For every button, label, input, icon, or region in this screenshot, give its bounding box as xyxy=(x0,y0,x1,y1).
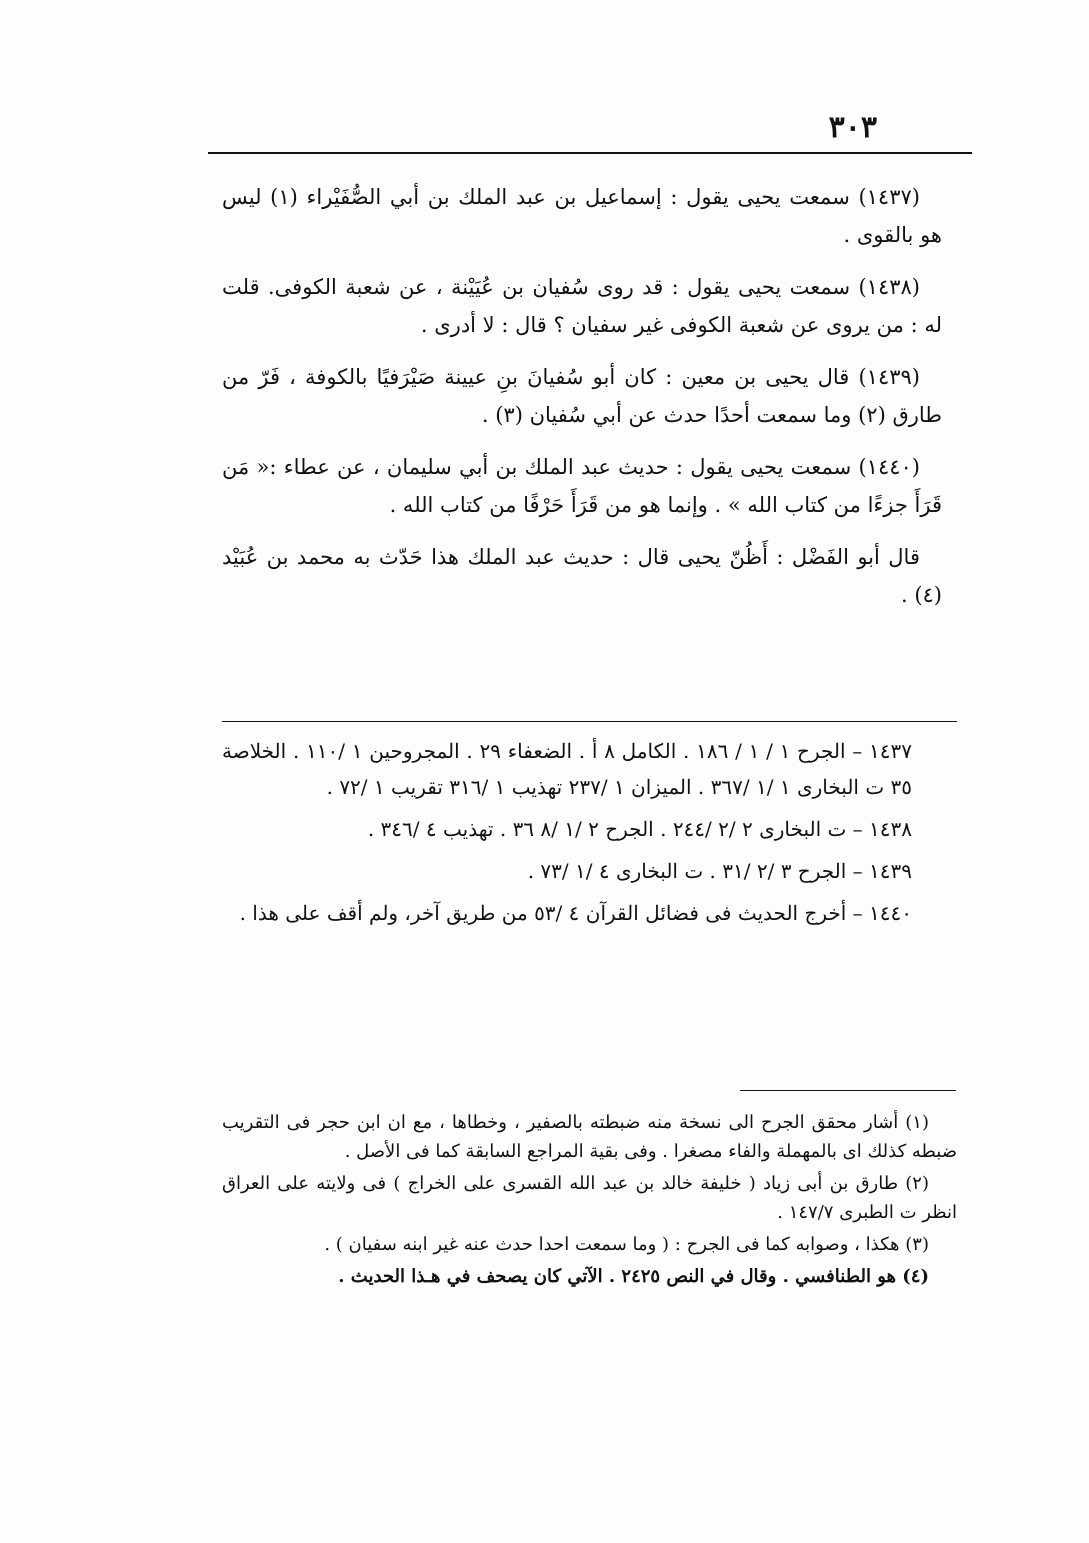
footnote-4: (٤) هو الطنافسي . وقال في النص ٢٤٢٥ . الآتي كان يصحف في هـذا الحديث . xyxy=(338,1266,929,1287)
paragraph-1437: (١٤٣٧) سمعت يحيى يقول : إسماعيل بن عبد الملك بن أبي الصُّفَيْراء (١) ليس هو بالقوى . xyxy=(222,185,942,247)
footnote-2: (٢) طارق بن أبى زياد ( خليفة خالد بن عبد الله القسرى على الخراج ) فى ولايته على العراق انظر ت الطبرى ١٤٧/٧ . xyxy=(222,1173,957,1223)
header-rule xyxy=(208,152,972,154)
page-number: ٣٠٣ xyxy=(828,110,877,145)
footnote-1: (١) أشار محقق الجرح الى نسخة منه ضبطته بالصفير ، وخطاها ، مع ان ابن حجر فى التقريب ضبطه كذلك اى بالمهملة والفاء مصغرا . وفى بقية المراجع السابقة كما فى الأصل . xyxy=(222,1112,957,1162)
source-entry-1440: ١٤٤٠ – أخرج الحديث فى فضائل القرآن ٤ /٥٣ من طريق آخر، ولم أقف على هذا . xyxy=(239,901,912,925)
paragraph-1438: (١٤٣٨) سمعت يحيى يقول : قد روى سُفيان بن عُيَيْنة ، عن شعبة الكوفى. قلت له : من يروى عن شعبة الكوفى غير سفيان ؟ قال : لا أدرى . xyxy=(222,275,942,337)
sources-list xyxy=(222,733,912,937)
footnotes-divider xyxy=(740,1090,956,1091)
source-entry-1439: ١٤٣٩ – الجرح ٣ /٢ /٣١ . ت البخارى ٤ /١ /٧٣ . xyxy=(527,859,912,883)
paragraph-1440: (١٤٤٠) سمعت يحيى يقول : حديث عبد الملك بن أبي سليمان ، عن عطاء :« مَن قَرَأَ جزءًا من كتاب الله » . وإنما هو من قَرَأَ حَرْفًا من كتاب الله . xyxy=(222,455,942,517)
paragraph-1439: (١٤٣٩) قال يحيى بن معين : كان أبو سُفيانَ بنِ عيينة صَيْرَفيًا بالكوفة ، فَرّ من طارق (٢) وما سمعت أحدًا حدث عن أبي سُفيان (٣) . xyxy=(222,365,942,427)
sources-divider xyxy=(222,721,957,722)
footnotes xyxy=(222,1108,957,1294)
source-entry-1438: ١٤٣٨ – ت البخارى ٢ /٢ /٢٤٤ . الجرح ٢ /١ /٨ ٣٦ . تهذيب ٤ /٣٤٦ . xyxy=(367,817,912,841)
paragraph-abu-al-fadl: قال أبو الفَضْل : أَظُنّ يحيى قال : حديث عبد الملك هذا حَدّث به محمد بن عُبَيْد (٤) . xyxy=(222,545,942,607)
footnote-3: (٣) هكذا ، وصوابه كما فى الجرح : ( وما سمعت احدا حدث عنه غير ابنه سفيان ) . xyxy=(324,1234,929,1255)
source-entry-1437: ١٤٣٧ – الجرح ١ / ١ / ١٨٦ . الكامل ٨ أ . الضعفاء ٢٩ . المجروحين ١ /١١٠ . الخلاصة ٣٥ ت البخارى ١ /١ /٣٦٧ . الميزان ١ /٢٣٧ تهذيب ١ /٣١٦ تقريب ١ /٧٢ . xyxy=(222,739,913,799)
main-text xyxy=(222,178,942,628)
